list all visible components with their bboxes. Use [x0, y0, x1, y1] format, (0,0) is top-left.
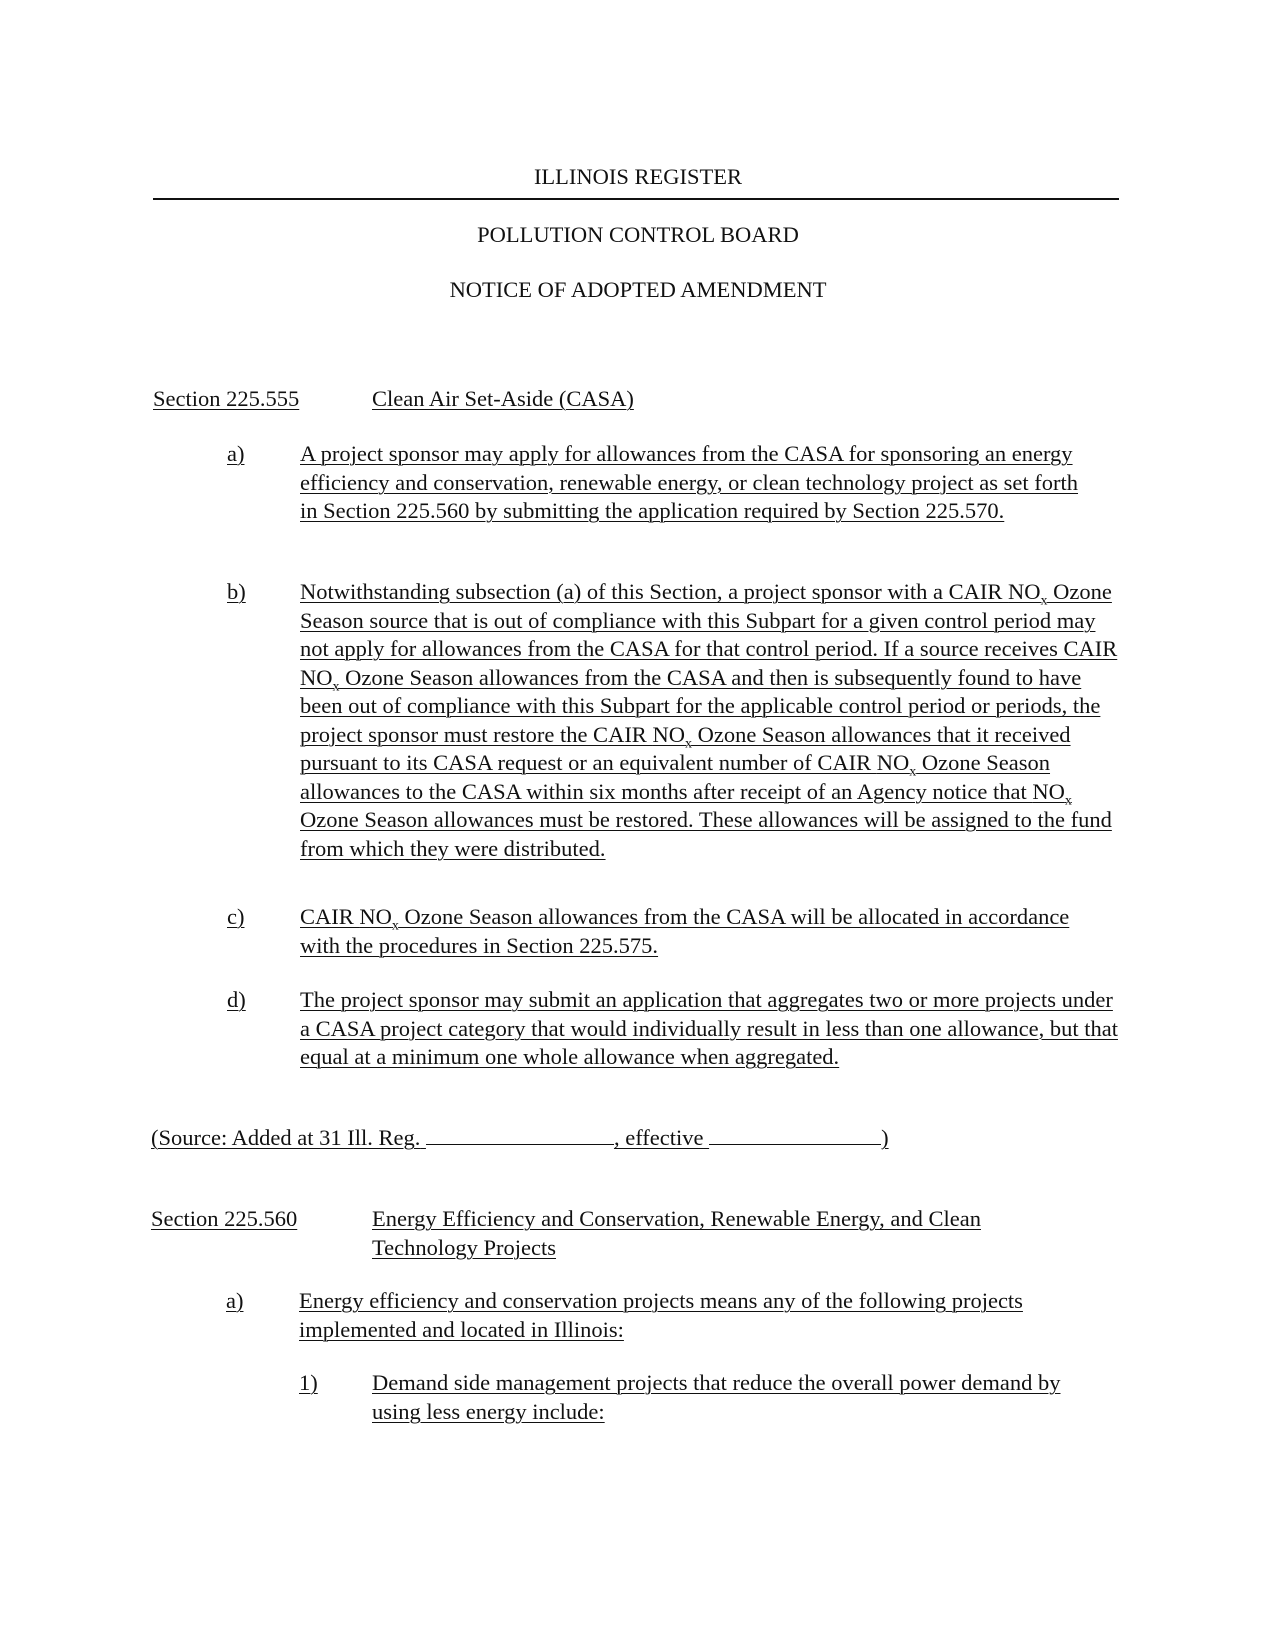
- notice-title: NOTICE OF ADOPTED AMENDMENT: [449, 277, 827, 302]
- item-b-label: b): [227, 579, 246, 604]
- item-a-text: A project sponsor may apply for allowances from the CASA for sponsoring an energy efficiency and conservation, renewable energy, or clean technology project as set forth in Section 225.560 by submitting the application required by Section 225.570.: [300, 441, 1079, 523]
- section-555-number: Section 225.555: [153, 386, 300, 411]
- source-prefix: (Source: Added at 31 Ill. Reg.: [151, 1125, 421, 1150]
- section-560-title: Energy Efficiency and Conservation, Renewable Energy, and Clean Technology Projects: [372, 1206, 981, 1260]
- source-effective: , effective: [613, 1125, 704, 1150]
- item-a-label: a): [227, 441, 245, 466]
- subitem-1-label: 1): [299, 1370, 318, 1395]
- item-b-text: Notwithstanding subsection (a) of this Section, a project sponsor with a CAIR $NO_x$ Ozone Season source that is out of compliance with this Subpart for a given control period may not apply for allowances from the CASA for that control period. If a source receives CAIR $NO_x$ Ozone Season allowances from the CASA and then is subsequently found to have been out of compliance with this Subpart for the applicable control period or periods, the project sponsor must restore the CAIR $NO_x$ Ozone Season allowances that it received pursuant to its CASA request or an equivalent number of CAIR $NO_x$ Ozone Season allowances to the CASA within six months after receipt of an Agency notice that $NO_x$ Ozone Season allowances must be restored. These allowances will be assigned to the fund from which they were distributed.: [300, 579, 1118, 861]
- item-d-label: d): [227, 987, 246, 1012]
- board-name: POLLUTION CONTROL BOARD: [477, 222, 799, 247]
- header-rule: [153, 198, 1119, 200]
- section-555-title: Clean Air Set-Aside (CASA): [372, 386, 634, 411]
- source-note: [151, 1122, 889, 1153]
- item-c-label: c): [227, 904, 245, 929]
- register-title: ILLINOIS REGISTER: [533, 164, 743, 189]
- item-c-text: CAIR $NO_x$ Ozone Season allowances from the CASA will be allocated in accordance with the procedures in Section 225.575.: [300, 904, 1070, 958]
- item-560a-label: a): [226, 1288, 244, 1313]
- subitem-1-text: Demand side management projects that reduce the overall power demand by using less energy include:: [372, 1370, 1061, 1424]
- section-560-number: Section 225.560: [151, 1206, 298, 1231]
- effective-blank: [709, 1122, 881, 1145]
- register-blank: [426, 1122, 614, 1145]
- item-d-text: The project sponsor may submit an application that aggregates two or more projects under a CASA project category that would individually result in less than one allowance, but that equal at a minimum one whole allowance when aggregated.: [300, 987, 1118, 1069]
- source-suffix: ): [881, 1125, 889, 1150]
- item-560a-text: Energy efficiency and conservation projects means any of the following projects implemented and located in Illinois:: [299, 1288, 1023, 1342]
